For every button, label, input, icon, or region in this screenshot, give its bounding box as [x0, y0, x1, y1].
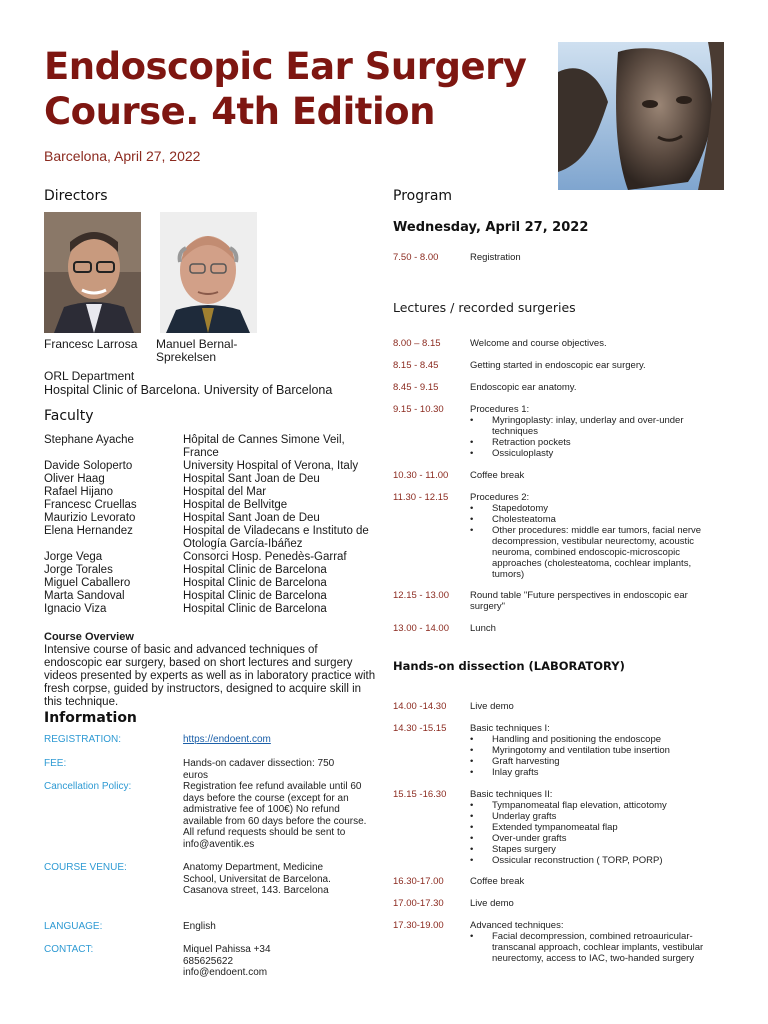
faculty-institution: Hospital Sant Joan de Deu: [183, 512, 320, 524]
program-entry: [470, 723, 725, 778]
director-photo-larrosa: [44, 212, 141, 333]
faculty-name: Stephane Ayache: [44, 434, 134, 446]
program-title: Endoscopic ear anatomy.: [470, 382, 577, 393]
info-value: Hands-on cadaver dissection: 750 euros: [183, 758, 335, 781]
information-heading: Information: [44, 710, 137, 726]
directors-heading: Directors: [44, 188, 108, 204]
info-value: English: [183, 921, 216, 932]
handson-heading: Hands-on dissection (LABORATORY): [393, 659, 625, 673]
director-photo-bernal: [160, 212, 257, 333]
program-entry: [470, 623, 725, 634]
program-time: 16.30-17.00: [393, 876, 444, 887]
program-entry: [470, 876, 725, 887]
faculty-institution: Hospital Clinic de Barcelona: [183, 577, 327, 589]
program-entry: [470, 701, 725, 712]
program-time: 8.00 – 8.15: [393, 338, 441, 349]
program-item: • Stapedotomy: [492, 503, 725, 514]
program-items: [470, 415, 725, 459]
program-entry: [470, 590, 725, 612]
hospital: Hospital Clinic of Barcelona. University of Barcelona: [44, 383, 333, 397]
info-value: Registration fee refund available until 60 days before the course (except for an admistrative fee of 100€) No refund available from 60 days before the course. All refund requests should be sent to info@aventik.es: [183, 781, 367, 850]
info-label: COURSE VENUE:: [44, 862, 127, 873]
program-title: Procedures 2:: [470, 492, 530, 503]
program-entry: [470, 492, 725, 580]
info-label: CONTACT:: [44, 944, 94, 955]
program-title: Getting started in endoscopic ear surgery.: [470, 360, 646, 371]
program-item: • Graft harvesting: [492, 756, 725, 767]
faculty-name: Jorge Vega: [44, 551, 103, 563]
program-title: Procedures 1:: [470, 404, 530, 415]
faculty-name: Jorge Torales: [44, 564, 113, 576]
overview-text: Intensive course of basic and advanced techniques of endoscopic ear surgery, based on short lectures and surgery videos presented by experts as well as in laboratory practice with fresh corpse, guided by instructors, designed to acquire skill in this technique.: [44, 644, 376, 708]
program-title: Basic techniques I:: [470, 723, 550, 734]
program-item: • Over-under grafts: [492, 833, 725, 844]
info-value: Miquel Pahissa +34 685625622 info@endoent.com: [183, 944, 271, 978]
program-time: 8.15 - 8.45: [393, 360, 439, 371]
program-item: • Ossiculoplasty: [492, 448, 725, 459]
faculty-institution: University Hospital of Verona, Italy: [183, 460, 359, 472]
program-entry: [470, 898, 725, 909]
program-title: Lunch: [470, 623, 496, 634]
program-item: • Handling and positioning the endoscope: [492, 734, 725, 745]
program-time: 13.00 - 14.00: [393, 623, 449, 634]
program-title: Round table "Future perspectives in endoscopic ear surgery": [470, 590, 688, 612]
program-title: Coffee break: [470, 876, 525, 887]
program-items: [470, 503, 725, 580]
overview-heading: Course Overview: [44, 631, 134, 643]
program-item: • Cholesteatoma: [492, 514, 725, 525]
faculty-institution: Consorci Hosp. Penedès-Garraf: [183, 551, 347, 563]
program-time: 12.15 - 13.00: [393, 590, 449, 601]
event-location-date: Barcelona, April 27, 2022: [44, 148, 201, 164]
program-item: • Myringotomy and ventilation tube insertion: [492, 745, 725, 756]
faculty-institution: Hospital Clinic de Barcelona: [183, 603, 327, 615]
program-item: • Myringoplasty: inlay, underlay and over-under techniques: [492, 415, 725, 437]
department: ORL Department: [44, 369, 135, 383]
faculty-institution: Hospital del Mar: [183, 486, 267, 498]
program-time: 10.30 - 11.00: [393, 470, 449, 481]
program-item: • Retraction pockets: [492, 437, 725, 448]
info-value: [183, 734, 383, 746]
program-heading: Program: [393, 188, 453, 204]
program-entry: [470, 382, 725, 393]
program-entry: [470, 789, 725, 866]
program-items: [470, 800, 725, 866]
info-label: Cancellation Policy:: [44, 781, 132, 792]
program-title: Coffee break: [470, 470, 525, 481]
lectures-heading: Lectures / recorded surgeries: [393, 300, 576, 315]
program-title: Live demo: [470, 701, 514, 712]
program-entry: [470, 470, 725, 481]
program-time: 9.15 - 10.30: [393, 404, 444, 415]
program-title: Welcome and course objectives.: [470, 338, 607, 349]
program-title: Live demo: [470, 898, 514, 909]
program-items: [470, 931, 725, 964]
program-item: • Extended tympanomeatal flap: [492, 822, 725, 833]
title-line-1: Endoscopic Ear Surgery: [44, 45, 527, 88]
program-items: [470, 734, 725, 778]
faculty-name: Maurizio Levorato: [44, 512, 136, 524]
program-entry: [470, 360, 725, 371]
program-entry: [470, 920, 725, 964]
program-item: • Other procedures: middle ear tumors, facial nerve decompression, vestibular neurectomy, acoustic neuroma, combined endoscopic-microscopic approaches (cholesteatoma, cochlear implants, tumors): [492, 525, 725, 580]
faculty-name: Elena Hernandez: [44, 525, 133, 537]
program-item: • Facial decompression, combined retroauricular-transcanal approach, cochlear implants, vestibular neurectomy, access to IAC, two-handed surgery: [492, 931, 725, 964]
program-date: Wednesday, April 27, 2022: [393, 220, 589, 235]
info-value: Anatomy Department, Medicine School, Universitat de Barcelona. Casanova street, 143. Barcelona: [183, 862, 331, 896]
faculty-list: [44, 434, 384, 619]
faculty-institution: Hospital Clinic de Barcelona: [183, 590, 327, 602]
program-item: • Ossicular reconstruction ( TORP, PORP): [492, 855, 725, 866]
info-label: REGISTRATION:: [44, 734, 122, 745]
program-time: 8.45 - 9.15: [393, 382, 439, 393]
faculty-name: Davide Soloperto: [44, 460, 133, 472]
director-name-2: Manuel Bernal-Sprekelsen: [156, 337, 238, 364]
faculty-institution: Hôpital de Cannes Simone Veil, France: [183, 434, 345, 459]
program-title: Registration: [470, 252, 521, 263]
statue-photo: [558, 42, 724, 190]
faculty-institution: Hospital de Bellvitge: [183, 499, 288, 511]
page-title: [44, 44, 554, 134]
program-time: 14.00 -14.30: [393, 701, 447, 712]
faculty-name: Oliver Haag: [44, 473, 105, 485]
faculty-name: Francesc Cruellas: [44, 499, 137, 511]
program-item: • Inlay grafts: [492, 767, 725, 778]
information-table: [44, 734, 384, 984]
program-item: • Stapes surgery: [492, 844, 725, 855]
info-label: LANGUAGE:: [44, 921, 103, 932]
program-time: 17.30-19.00: [393, 920, 444, 931]
title-line-2: Course. 4th Edition: [44, 90, 435, 133]
faculty-name: Rafael Hijano: [44, 486, 114, 498]
faculty-institution: Hospital Clinic de Barcelona: [183, 564, 327, 576]
faculty-name: Marta Sandoval: [44, 590, 125, 602]
faculty-heading: Faculty: [44, 408, 94, 424]
program-time: 17.00-17.30: [393, 898, 444, 909]
faculty-name: Ignacio Viza: [44, 603, 107, 615]
program-item: • Tympanomeatal flap elevation, atticotomy: [492, 800, 725, 811]
program-title: Basic techniques II:: [470, 789, 553, 800]
info-label: FEE:: [44, 758, 67, 769]
registration-link[interactable]: https://endoent.com: [183, 734, 271, 745]
program-time: 14.30 -15.15: [393, 723, 447, 734]
program-entry: [470, 404, 725, 459]
program-item: • Underlay grafts: [492, 811, 725, 822]
program-entry: [470, 338, 725, 349]
faculty-institution: Hospital de Viladecans e Instituto de Otología García-Ibáñez: [183, 525, 369, 550]
program-time: 7.50 - 8.00: [393, 252, 439, 263]
program-time: 15.15 -16.30: [393, 789, 447, 800]
faculty-institution: Hospital Sant Joan de Deu: [183, 473, 320, 485]
director-name-1: Francesc Larrosa: [44, 337, 138, 351]
program-title: Advanced techniques:: [470, 920, 564, 931]
faculty-name: Miguel Caballero: [44, 577, 131, 589]
program-time: 11.30 - 12.15: [393, 492, 449, 503]
